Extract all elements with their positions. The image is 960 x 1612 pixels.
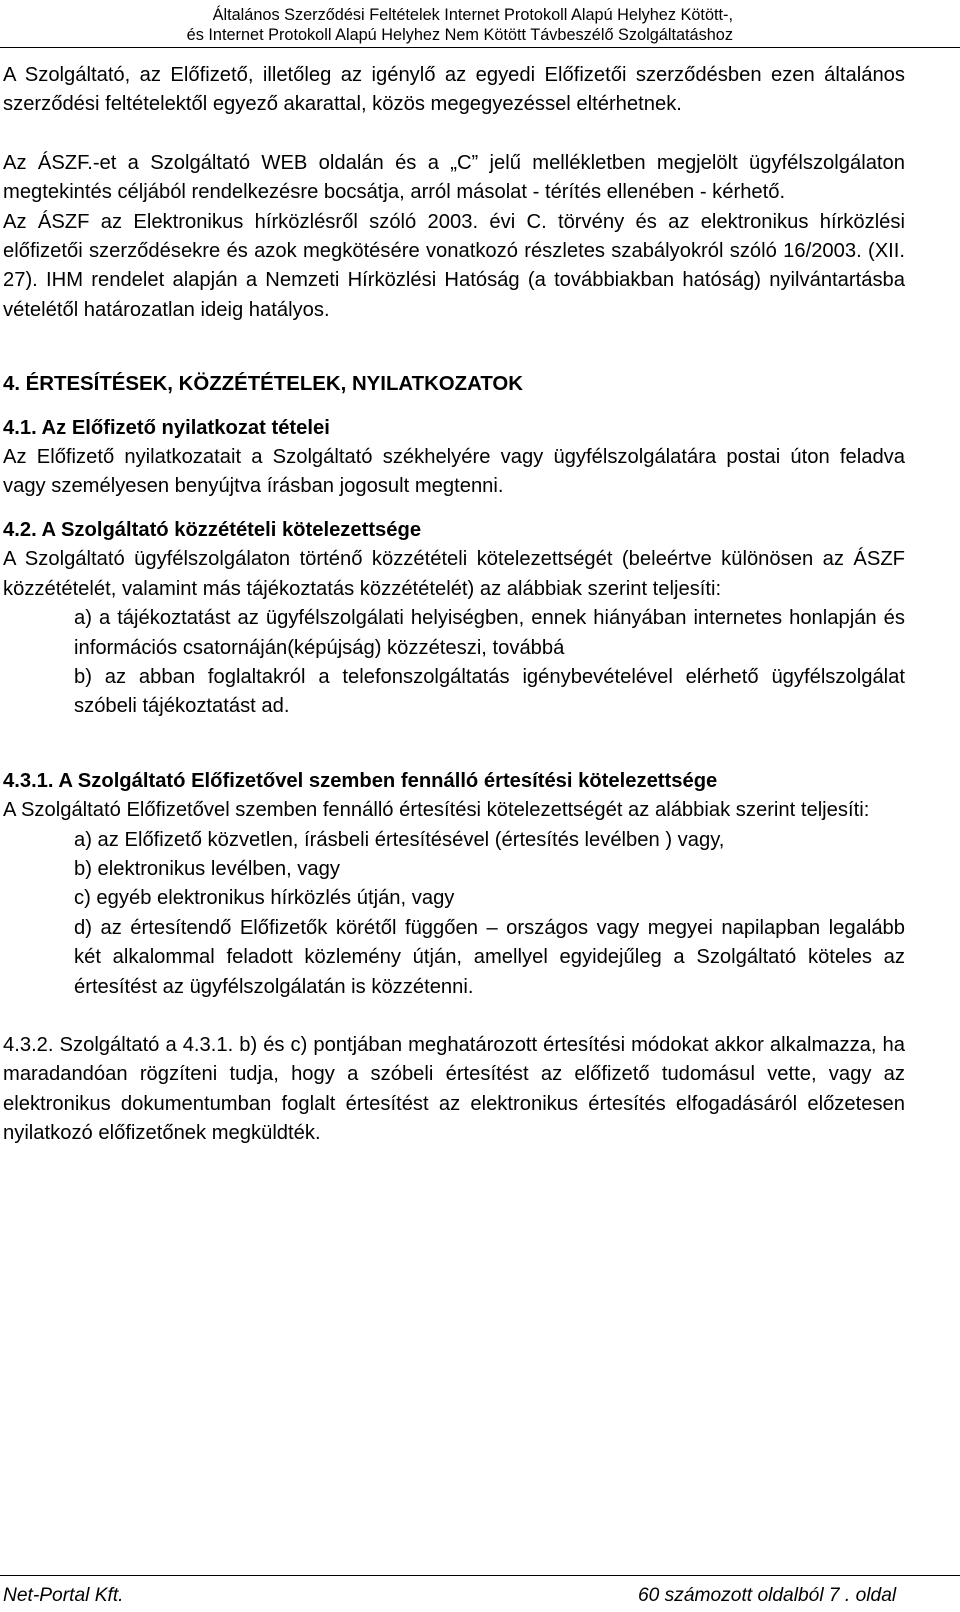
- list-item: a) az Előfizető közvetlen, írásbeli értesítésével (értesítés levélben ) vagy,: [74, 828, 725, 851]
- subsection-title-4-3-1: 4.3.1. A Szolgáltató Előfizetővel szemben fennálló értesítési kötelezettsége: [3, 769, 718, 792]
- subsection-body-4-2: A Szolgáltató ügyfélszolgálaton történő közzétételi kötelezettségét (beleértve különösen az ÁSZF közzétételét, valamint más tájékoztatás közzétételét) az alábbiak szerint teljesíti:: [3, 548, 905, 600]
- list-item: b) az abban foglaltakról a telefonszolgáltatás igénybevételével elérhető ügyfélszolgálat szóbeli tájékoztatást ad.: [74, 665, 905, 718]
- paragraph-deviation: A Szolgáltató, az Előfizető, illetőleg az igénylő az egyedi Előfizetői szerződésben ezen általános szerződési feltételektől egyező akarattal, közös megegyezéssel eltérhetnek.: [3, 64, 905, 116]
- footer-page-number: 60 számozott oldalból 7 . oldal: [638, 1585, 897, 1606]
- subsection-title-4-2: 4.2. A Szolgáltató közzétételi kötelezettsége: [3, 518, 422, 541]
- header-line-2: és Internet Protokoll Alapú Helyhez Nem Kötött Távbeszélő Szolgáltatáshoz: [186, 26, 733, 44]
- paragraph-aszf-availability: Az ÁSZF.-et a Szolgáltató WEB oldalán és a „C” jelű mellékletben megjelölt ügyfélszolgálaton megtekintés céljából rendelkezésre bocsátja, arról másolat - térítés ellenében - kérhető.: [3, 151, 905, 204]
- page-header: [100, 5, 733, 45]
- footer-company: Net-Portal Kft.: [3, 1585, 124, 1606]
- header-line-1: Általános Szerződési Feltételek Internet Protokoll Alapú Helyhez Kötött-,: [212, 6, 733, 24]
- list-item: c) egyéb elektronikus hírközlés útján, vagy: [74, 887, 455, 910]
- list-item: a) a tájékoztatást az ügyfélszolgálati helyiségben, ennek hiányában internetes honlapján és információs csatornáján(képújság) közzéteszi, továbbá: [74, 607, 905, 659]
- subsection-title-4-1: 4.1. Az Előfizető nyilatkozat tételei: [3, 416, 330, 439]
- list-item: d) az értesítendő Előfizetők körétől függően – országos vagy megyei napilapban legalább két alkalommal feladott közlemény útján, amellyel egyidejűleg a Szolgáltató köteles az értesítést az ügyfélszolgálatán is közzétenni.: [74, 916, 905, 998]
- header-divider: [0, 47, 960, 48]
- section-title-4: 4. ÉRTESÍTÉSEK, KÖZZÉTÉTELEK, NYILATKOZATOK: [3, 373, 523, 396]
- paragraph-aszf-validity: Az ÁSZF az Elektronikus hírközlésről szóló 2003. évi C. törvény és az elektronikus hírközlési előfizetői szerződésekre és azok megkötésére vonatkozó részletes szabályokról szóló 16/2003. (XII. 27). IHM rendelet alapján a Nemzeti Hírközlési Hatóság (a továbbiakban hatóság) nyilvántartásba vételétől határozatlan ideig hatályos.: [3, 210, 905, 321]
- subsection-body-4-1: Az Előfizető nyilatkozatait a Szolgáltató székhelyére vagy ügyfélszolgálatára postai úton feladva vagy személyesen benyújtva írásban jogosult megtenni.: [3, 446, 905, 498]
- subsection-body-4-3-2: 4.3.2. Szolgáltató a 4.3.1. b) és c) pontjában meghatározott értesítési módokat akkor alkalmazza, ha maradandóan rögzíteni tudja, hogy a szóbeli értesítést az előfizető tudomásul vette, vagy az elektronikus dokumentumban foglalt értesítést az elektronikus értesítés elfogadásáról előzetesen nyilatkozó előfizetőnek megküldték.: [3, 1033, 905, 1145]
- list-item: b) elektronikus levélben, vagy: [74, 857, 340, 880]
- subsection-body-4-3-1: A Szolgáltató Előfizetővel szemben fennálló értesítési kötelezettségét az alábbiak szerint teljesíti:: [3, 799, 870, 822]
- document-body: [3, 61, 905, 1149]
- footer-divider: [0, 1575, 960, 1576]
